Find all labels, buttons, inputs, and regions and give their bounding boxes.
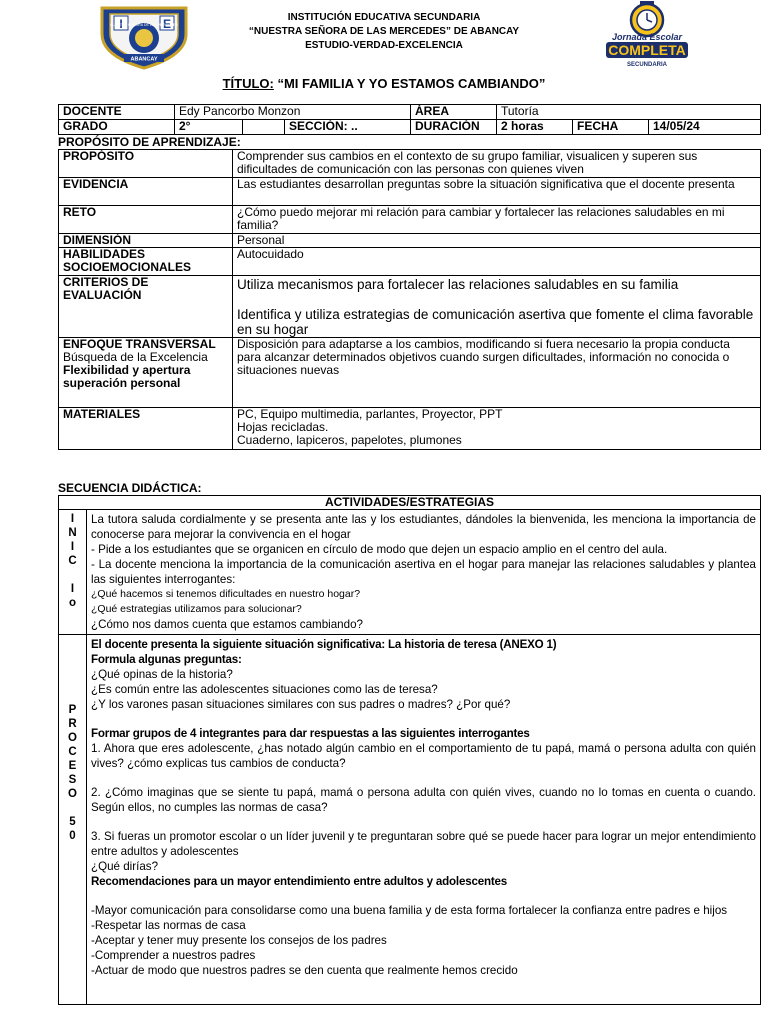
recommendation-item: -Comprender a nuestros padres bbox=[91, 949, 256, 962]
logo-letter-e: E bbox=[162, 17, 172, 31]
proposito-label: PROPÓSITO bbox=[59, 150, 233, 178]
proceso-question: ¿Qué opinas de la historia? bbox=[91, 668, 233, 681]
proceso-letter: P bbox=[68, 704, 77, 716]
proceso-letter: 0 bbox=[69, 830, 76, 842]
inicio-letter: C bbox=[68, 555, 77, 567]
fecha-label: FECHA bbox=[573, 120, 649, 135]
enfoque-name: Búsqueda de la Excelencia bbox=[63, 350, 208, 364]
inicio-label bbox=[59, 510, 87, 635]
duracion-value: 2 horas bbox=[497, 120, 573, 135]
criterio-1: Utiliza mecanismos para fortalecer las relaciones saludables en su familia bbox=[237, 277, 679, 292]
reto-label: RETO bbox=[59, 206, 233, 234]
grado-label: GRADO bbox=[59, 120, 175, 135]
enfoque-label: ENFOQUE TRANSVERSAL bbox=[63, 337, 216, 351]
recommendation-item: -Mayor comunicación para consolidarse como una buena familia y de esta forma fortalecer la confianza entre padres e hijos bbox=[91, 904, 728, 917]
enfoque-cell bbox=[59, 338, 233, 408]
enfoque-desc: Disposición para adaptarse a los cambios, modificando si fuera necesario la propia conducta para alcanzar determinados objetivos cuando surgen dificultades, información no conocida o situaciones nuevas bbox=[233, 338, 761, 408]
docente-value: Edy Pancorbo Monzon bbox=[175, 105, 411, 120]
purpose-heading: PROPÓSITO DE APRENDIZAJE: bbox=[58, 135, 241, 149]
recommendation-item: -Aceptar y tener muy presente los consejos de los padres bbox=[91, 934, 387, 947]
reto-value: ¿Cómo puedo mejorar mi relación para cambiar y fortalecer las relaciones saludables en mi familia? bbox=[233, 206, 761, 234]
proceso-content bbox=[87, 635, 761, 1005]
material-item: Hojas recicladas. bbox=[237, 420, 329, 434]
proceso-label bbox=[59, 635, 87, 1005]
sequence-table bbox=[58, 495, 761, 1005]
inicio-question: ¿Qué estrategias utilizamos para solucionar? bbox=[91, 603, 302, 615]
proceso-letter: R bbox=[68, 718, 77, 730]
proceso-item-3b: ¿Qué dirías? bbox=[91, 860, 159, 873]
proceso-question: ¿Es común entre las adolescentes situaciones como las de teresa? bbox=[91, 683, 438, 696]
inicio-letter: o bbox=[68, 597, 77, 609]
proceso-grupos: Formar grupos de 4 integrantes para dar respuestas a las siguientes interrogantes bbox=[91, 727, 530, 740]
material-item: PC, Equipo multimedia, parlantes, Proyector, PPT bbox=[237, 407, 503, 421]
proceso-intro: El docente presenta la siguiente situación significativa: La historia de teresa (ANEXO 1) bbox=[91, 638, 557, 651]
seccion-label: SECCIÓN: .. bbox=[285, 120, 411, 135]
criterio-2: Identifica y utiliza estrategias de comunicación asertiva que fomente el clima favorable en su hogar bbox=[237, 307, 754, 337]
right-jornada-logo bbox=[602, 0, 692, 70]
fecha-value: 14/05/24 bbox=[649, 120, 761, 135]
materiales-value bbox=[233, 408, 761, 450]
proceso-letter: S bbox=[68, 774, 77, 786]
sequence-table-header: ACTIVIDADES/ESTRATEGIAS bbox=[59, 496, 761, 510]
inicio-question: ¿Cómo nos damos cuenta que estamos cambiando? bbox=[91, 618, 363, 631]
area-label: ÁREA bbox=[411, 105, 497, 120]
inicio-letter: I bbox=[70, 541, 75, 553]
logo-ring-text: NUESTRA SEÑORA DE LAS MERCEDES bbox=[109, 23, 179, 27]
inicio-letter: I bbox=[70, 583, 75, 595]
criterios-value bbox=[233, 276, 761, 338]
proceso-formula: Formula algunas preguntas: bbox=[91, 653, 242, 666]
recommendation-item: -Respetar las normas de casa bbox=[91, 919, 246, 932]
logo-bottom-text: ABANCAY bbox=[130, 56, 158, 63]
purpose-table bbox=[58, 149, 761, 450]
recommendations-title: Recomendaciones para un mayor entendimiento entre adultos y adolescentes bbox=[91, 875, 507, 888]
header-line-2: “NUESTRA SEÑORA DE LAS MERCEDES” DE ABANCAY bbox=[248, 26, 520, 37]
recommendation-item: -Actuar de modo que nuestros padres se den cuenta que realmente hemos crecido bbox=[91, 964, 518, 977]
info-table bbox=[58, 104, 761, 135]
materiales-label: MATERIALES bbox=[59, 408, 233, 450]
logo-letter-i: I bbox=[119, 17, 123, 31]
inicio-letter: N bbox=[68, 527, 77, 539]
evidencia-label: EVIDENCIA bbox=[59, 178, 233, 206]
evidencia-value: Las estudiantes desarrollan preguntas sobre la situación significativa que el docente presenta bbox=[233, 178, 761, 206]
proceso-letter: O bbox=[68, 732, 77, 744]
header-line-1: INSTITUCIÓN EDUCATIVA SECUNDARIA bbox=[287, 12, 481, 23]
enfoque-value: Flexibilidad y apertura superación personal bbox=[63, 363, 191, 390]
proceso-letter: C bbox=[68, 746, 77, 758]
habilidades-label: HABILIDADES SOCIOEMOCIONALES bbox=[59, 248, 233, 276]
area-value: Tutoría bbox=[497, 105, 761, 120]
proceso-item-2: 2. ¿Cómo imaginas que se siente tu papá, mamá o persona adulta con quién vives, cuando no lo tomas en cuenta o cuando. Según ellos, no cumples las normas de casa? bbox=[91, 786, 756, 814]
sequence-heading: SECUENCIA DIDÁCTICA: bbox=[58, 481, 202, 495]
jornada-line-1: Jornada Escolar bbox=[611, 32, 683, 42]
docente-label: DOCENTE bbox=[59, 105, 175, 120]
inicio-content bbox=[87, 510, 761, 635]
duracion-label: DURACIÓN bbox=[411, 120, 497, 135]
inicio-paragraph: - Pide a los estudiantes que se organicen en círculo de modo que dejen un espacio amplio en el centro del aula. bbox=[91, 543, 668, 556]
proceso-letter: E bbox=[68, 760, 77, 772]
inicio-paragraph: - La docente menciona la importancia de la comunicación asertiva en el hogar para manejar las relaciones saludables y plantea las siguientes interrogantes: bbox=[91, 558, 756, 586]
dimension-value: Personal bbox=[233, 234, 761, 248]
proceso-item-3: 3. Si fueras un promotor escolar o un líder juvenil y te preguntaran sobre qué se puede hacer para lograr un mejor entendimiento entre adultos y adolescentes bbox=[91, 830, 756, 858]
title-prefix: TÍTULO: bbox=[222, 76, 274, 91]
proceso-question: ¿Y los varones pasan situaciones similares con sus padres o madres? ¿Por qué? bbox=[91, 698, 511, 711]
dimension-label: DIMENSIÓN bbox=[59, 234, 233, 248]
proceso-letter: 5 bbox=[69, 816, 76, 828]
grado-value: 2° bbox=[175, 120, 243, 135]
proposito-value: Comprender sus cambios en el contexto de su grupo familiar, visualicen y superen sus dificultades de comunicación con las personas con quienes viven bbox=[233, 150, 761, 178]
proceso-letter: O bbox=[68, 788, 77, 800]
material-item: Cuaderno, lapiceros, papelotes, plumones bbox=[237, 433, 462, 447]
habilidades-value: Autocuidado bbox=[233, 248, 761, 276]
jornada-line-2: COMPLETA bbox=[608, 42, 686, 58]
proceso-item-1: 1. Ahora que eres adolescente, ¿has notado algún cambio en el comportamiento de tu papá, mamá o persona adulta con quién vives? ¿cómo explicas tus cambios de conducta? bbox=[91, 742, 756, 770]
grado-spacer bbox=[243, 120, 285, 135]
page-title bbox=[0, 76, 768, 91]
header-line-3: ESTUDIO-VERDAD-EXCELENCIA bbox=[305, 40, 463, 51]
inicio-paragraph: La tutora saluda cordialmente y se presenta ante las y los estudiantes, dándoles la bienvenida, les menciona la importancia de conocerse para mejorar la convivencia en el hogar bbox=[91, 513, 756, 541]
inicio-letter: I bbox=[70, 513, 75, 525]
title-text: “MI FAMILIA Y YO ESTAMOS CAMBIANDO” bbox=[273, 76, 546, 91]
criterios-label: CRITERIOS DE EVALUACIÓN bbox=[59, 276, 233, 338]
jornada-line-3: SECUNDARIA bbox=[626, 62, 668, 68]
inicio-question: ¿Qué hacemos si tenemos dificultades en nuestro hogar? bbox=[91, 588, 361, 600]
